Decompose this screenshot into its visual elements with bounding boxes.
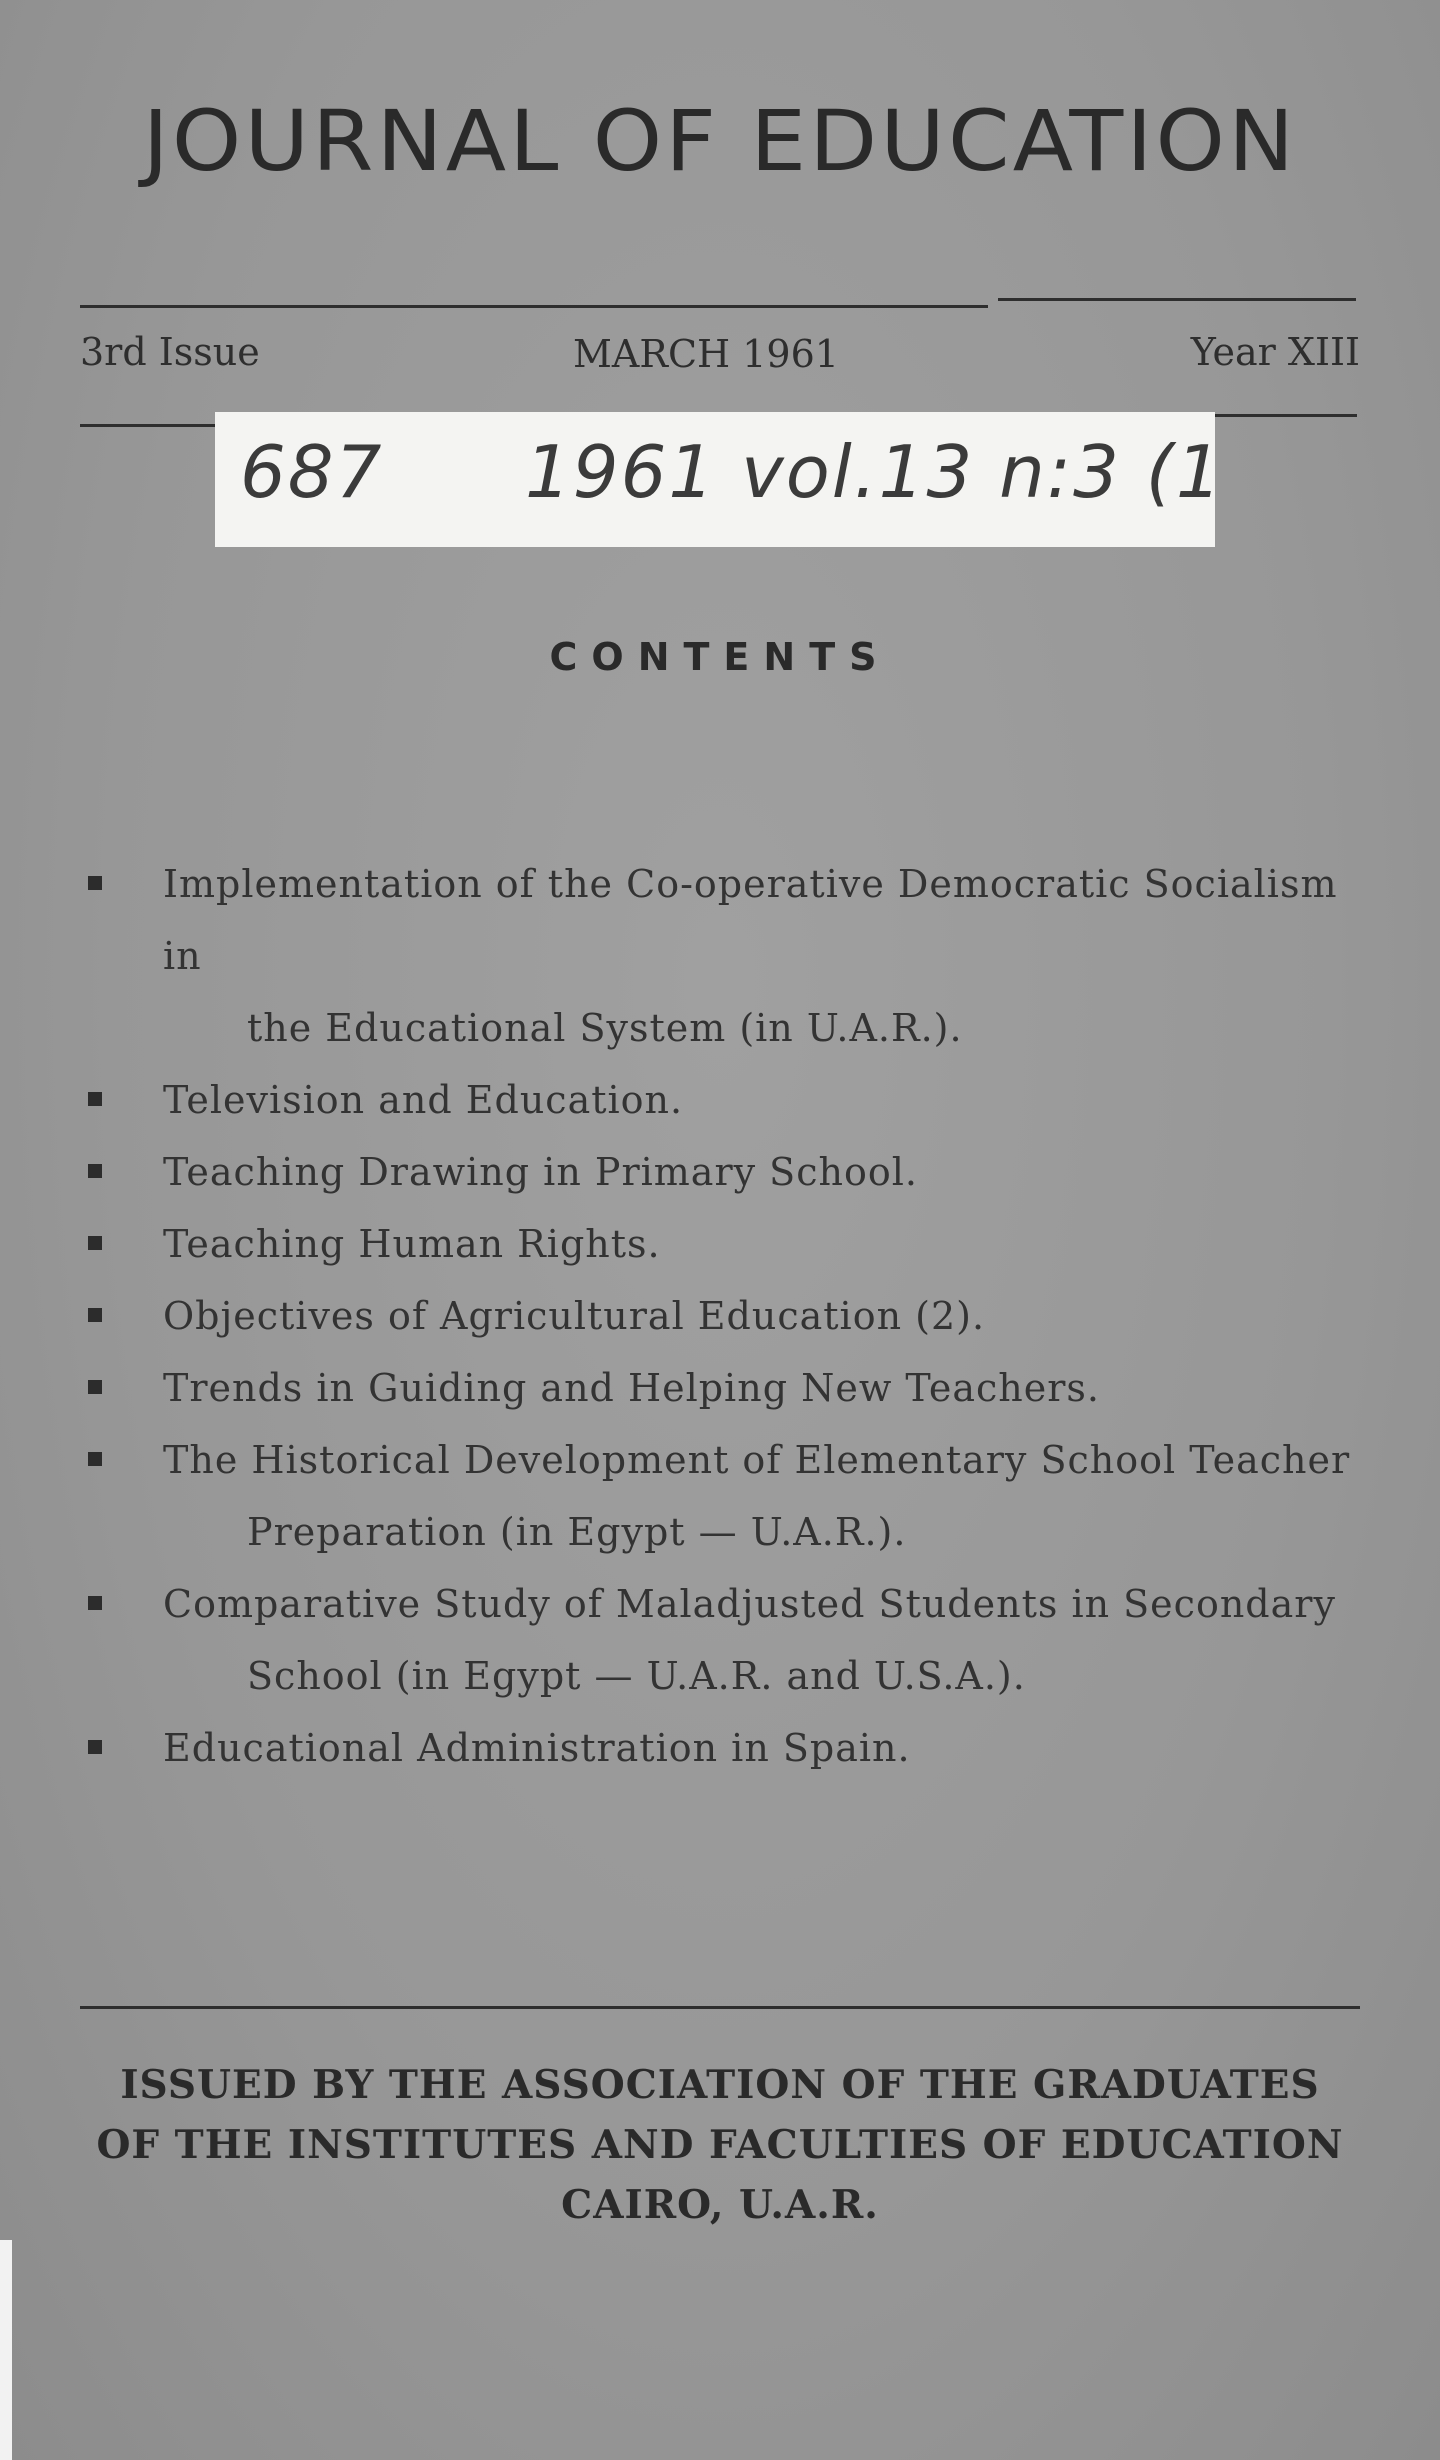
contents-item xyxy=(80,1064,1365,1136)
contents-item-line-1: Objectives of Agricultural Education (2). xyxy=(163,1294,986,1338)
contents-item-line-1: Teaching Human Rights. xyxy=(163,1222,661,1266)
bottom-rule xyxy=(80,2006,1360,2009)
bullet-icon xyxy=(88,876,102,890)
contents-item-line-2: School (in Egypt — U.A.R. and U.S.A.). xyxy=(247,1654,1026,1698)
contents-item xyxy=(80,848,1365,1064)
contents-heading: CONTENTS xyxy=(549,635,891,679)
contents-item xyxy=(80,1136,1365,1208)
contents-item xyxy=(80,1352,1365,1424)
catalog-shelf-number: 687 xyxy=(240,430,384,514)
contents-item-line-1: Comparative Study of Maladjusted Students in Secondary xyxy=(163,1582,1336,1626)
contents-item xyxy=(80,1208,1365,1280)
bullet-icon xyxy=(88,1740,102,1754)
contents-item-line-2: Preparation (in Egypt — U.A.R.). xyxy=(247,1510,907,1554)
issue-date: MARCH 1961 xyxy=(573,332,839,376)
catalog-reference: 1961 vol.13 n:3 (1 xyxy=(525,430,1224,514)
contents-item-line-1: Teaching Drawing in Primary School. xyxy=(163,1150,918,1194)
bullet-icon xyxy=(88,1380,102,1394)
bullet-icon xyxy=(88,1308,102,1322)
contents-item-line-1: Educational Administration in Spain. xyxy=(163,1726,911,1770)
journal-title: JOURNAL OF EDUCATION xyxy=(142,92,1298,190)
publisher-line-3: CAIRO, U.A.R. xyxy=(561,2182,879,2228)
contents-item xyxy=(80,1280,1365,1352)
publisher-block xyxy=(60,2055,1380,2235)
contents-item-line-2: the Educational System (in U.A.R.). xyxy=(247,1006,963,1050)
contents-item xyxy=(80,1568,1365,1712)
page-edge-mark xyxy=(0,2240,12,2460)
contents-item-line-1: Trends in Guiding and Helping New Teachers. xyxy=(163,1366,1100,1410)
contents-item-line-1: Television and Education. xyxy=(163,1078,684,1122)
mid-rule-right xyxy=(1205,414,1357,417)
bullet-icon xyxy=(88,1452,102,1466)
issue-number: 3rd Issue xyxy=(80,330,260,374)
contents-list xyxy=(80,848,1365,1784)
publisher-line-1: ISSUED BY THE ASSOCIATION OF THE GRADUATES xyxy=(120,2062,1320,2108)
publisher-line-2: OF THE INSTITUTES AND FACULTIES OF EDUCATION xyxy=(96,2122,1344,2168)
issue-year: Year XIII xyxy=(1190,330,1360,374)
bullet-icon xyxy=(88,1236,102,1250)
bullet-icon xyxy=(88,1596,102,1610)
contents-item-line-1: Implementation of the Co-operative Democratic Socialism in xyxy=(163,862,1338,978)
top-rule-left xyxy=(80,305,988,308)
bullet-icon xyxy=(88,1164,102,1178)
top-rule-right xyxy=(998,298,1356,301)
contents-item xyxy=(80,1424,1365,1568)
contents-item xyxy=(80,1712,1365,1784)
contents-item-line-1: The Historical Development of Elementary School Teacher xyxy=(163,1438,1351,1482)
bullet-icon xyxy=(88,1092,102,1106)
mid-rule-left xyxy=(80,424,220,427)
